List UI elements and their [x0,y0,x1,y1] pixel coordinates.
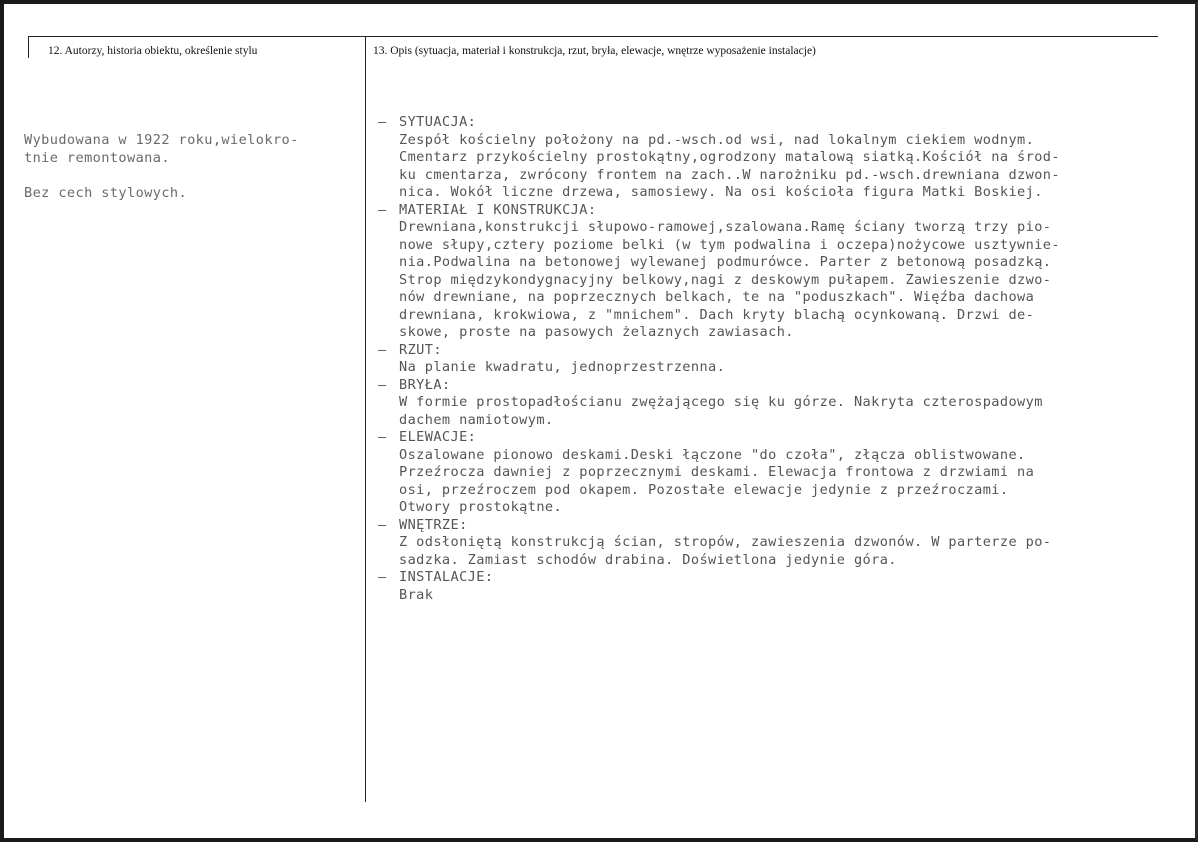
section-line: nia.Podwalina na betonowej wylewanej podmurówce. Parter z betonową posadzką. [399,254,1052,270]
section-elewacje [378,429,1168,517]
history-column [24,132,354,202]
section-heading: WNĘTRZE: [399,516,468,533]
section-line: Cmentarz przykościelny prostokątny,ogrodzony matalową siatką.Kościół na środ- [399,149,1060,165]
field-13-header: 13. Opis (sytuacja, materiał i konstrukcja, rzut, bryła, elewacje, wnętrze wyposażenie instalacje) [373,45,816,57]
description-column [378,114,1168,604]
section-line: sadzka. Zamiast schodów drabina. Doświetlona jedynie góra. [399,551,897,568]
header-rule [28,36,1158,37]
section-heading: BRYŁA: [399,376,451,393]
dash-bullet: – [378,429,387,445]
section-line: nów drewniane, na poprzecznych belkach, te na "poduszkach". Więźba dachowa [399,289,1035,305]
section-heading: RZUT: [399,341,442,358]
section-line: ku cmentarza, zwrócony frontem na zach..W narożniku pd.-wsch.drewniana dzwon- [399,166,1060,183]
history-line: Wybudowana w 1922 roku,wielokro- [24,132,299,148]
dash-bullet: – [378,201,387,218]
history-line: tnie remontowana. [24,149,170,166]
section-line: dachem namiotowym. [399,411,554,428]
section-line: nica. Wokół liczne drzewa, samosiewy. Na osi kościoła figura Matki Boskiej. [399,184,1043,200]
section-line: Przeźrocza dawniej z poprzecznymi deskami. Elewacja frontowa z drzwiami na [399,464,1035,480]
section-line: Drewniana,konstrukcji słupowo-ramowej,szalowana.Ramę ściany tworzą trzy pio- [399,219,1052,235]
section-line: Brak [399,586,434,603]
dash-bullet: – [378,341,387,358]
column-divider [365,36,366,802]
section-material [378,202,1168,342]
dash-bullet: – [378,376,387,393]
section-line: Z odsłoniętą konstrukcją ścian, stropów, zawieszenia dzwonów. W parterze po- [399,534,1052,550]
section-heading: INSTALACJE: [399,569,494,585]
left-tick [28,36,29,58]
section-line: osi, przeźroczem pod okapem. Pozostałe elewacje jedynie z przeźroczami. [399,481,1009,498]
section-line: Na planie kwadratu, jednoprzestrzenna. [399,359,726,375]
dash-bullet: – [378,569,387,585]
dash-bullet: – [378,516,387,533]
section-line: skowe, proste na pasowych żelaznych zawiasach. [399,324,794,340]
section-line: nowe słupy,cztery poziome belki (w tym podwalina i oczepa)nożycowe usztywnie- [399,236,1060,253]
section-line: Strop międzykondygnacyjny belkowy,nagi z deskowym pułapem. Zawieszenie dzwo- [399,271,1052,288]
dash-bullet: – [378,114,387,130]
section-line: drewniana, krokwiowa, z "mnichem". Dach kryty blachą ocynkowaną. Drzwi de- [399,306,1035,323]
section-instalacje [378,569,1168,604]
section-heading: ELEWACJE: [399,429,477,445]
section-rzut [378,342,1168,377]
section-line: Otwory prostokątne. [399,499,563,515]
section-sytuacja [378,114,1168,202]
section-heading: MATERIAŁ I KONSTRUKCJA: [399,201,597,218]
field-12-header: 12. Autorzy, historia obiektu, określenie stylu [48,45,258,57]
section-line: W formie prostopadłościanu zwężającego się ku górze. Nakryta czterospadowym [399,394,1043,410]
section-line: Oszalowane pionowo deskami.Deski łączone "do czoła", złącza oblistwowane. [399,446,1026,463]
section-heading: SYTUACJA: [399,114,477,130]
section-bryla [378,377,1168,430]
section-line: Zespół kościelny położony na pd.-wsch.od wsi, nad lokalnym ciekiem wodnym. [399,131,1035,148]
style-line: Bez cech stylowych. [24,184,188,201]
section-wnetrze [378,517,1168,570]
